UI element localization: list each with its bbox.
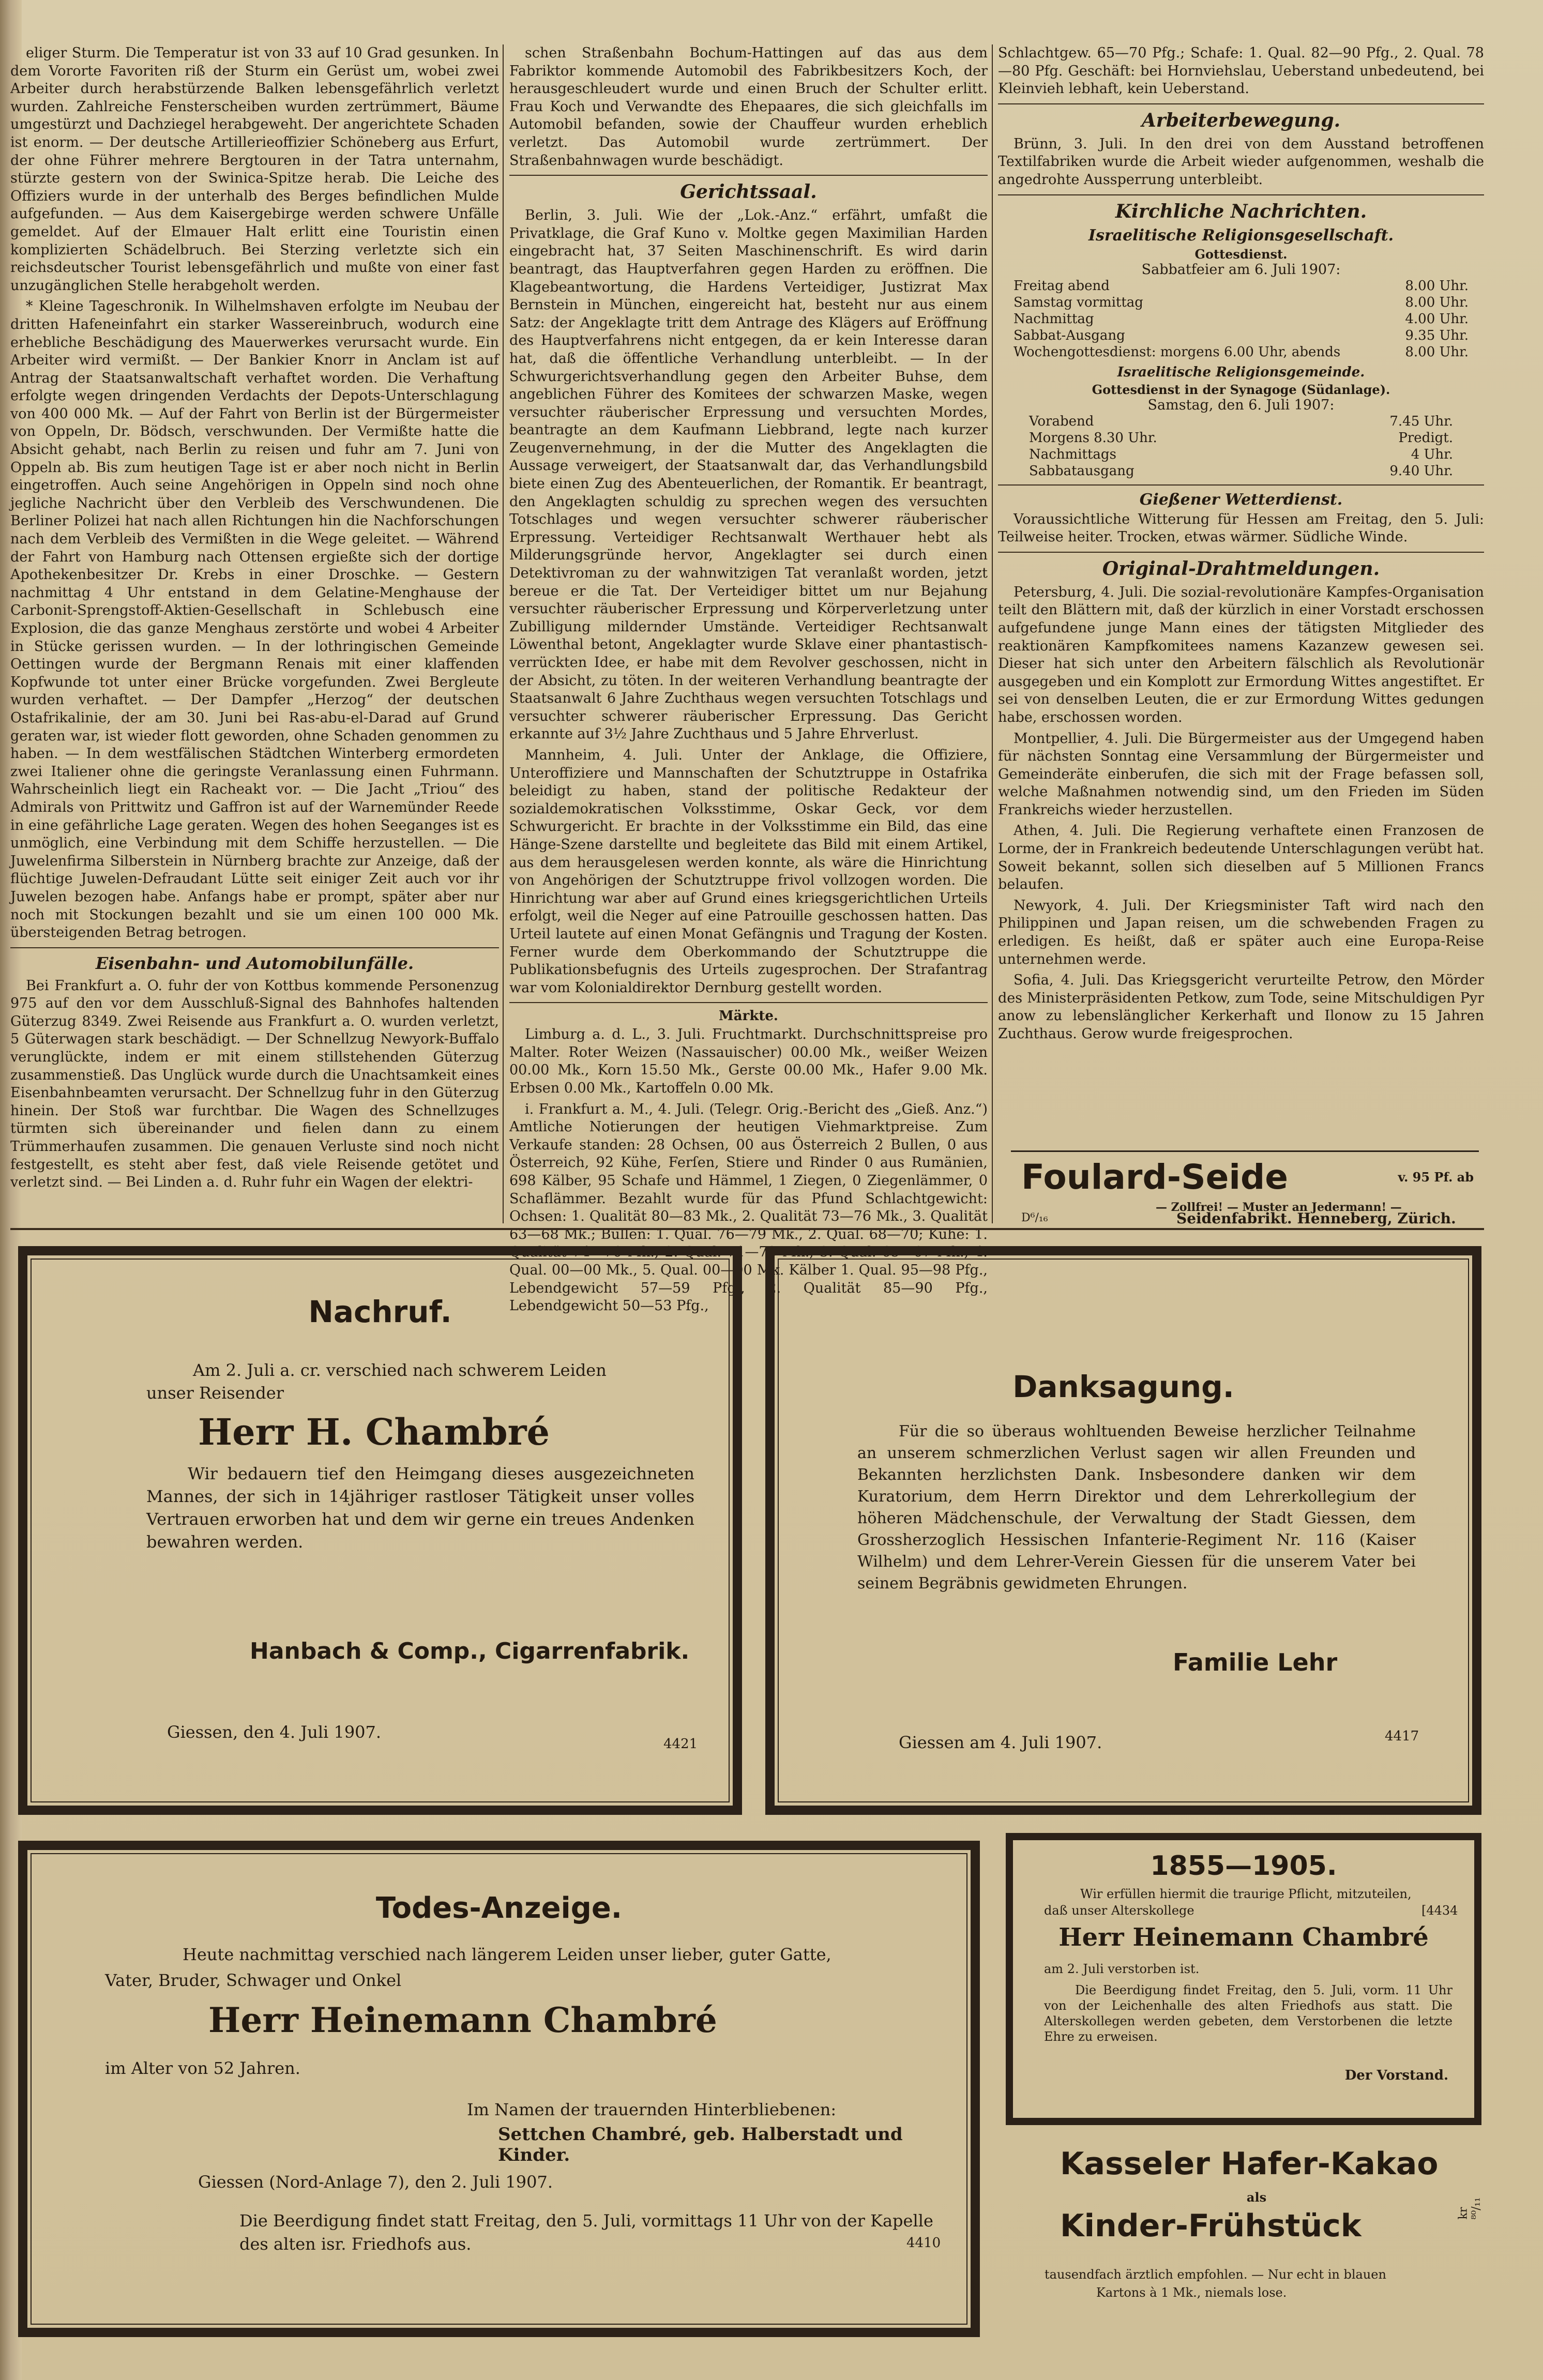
column-divider (503, 44, 504, 1223)
ad-text: Die Beerdigung findet Freitag, den 5. Juli, vorm. 11 Uhr von der Leichenhalle des alten Friedhofs aus statt. Die Alterskollegen werden gebeten, dem Verstorbenen die letzte Ehre zu erweisen. (1044, 1983, 1453, 2044)
ad-title: Foulard-Seide (1021, 1157, 1289, 1197)
ad-place-date: Giessen am 4. Juli 1907. (899, 1733, 1102, 1752)
verein-ad (1006, 1833, 1481, 2125)
section-heading: Kirchliche Nachrichten. (1115, 200, 1367, 222)
news-column-1 (10, 44, 499, 1218)
schedule-row (1029, 413, 1453, 430)
ad-connector: als (1246, 2190, 1267, 2205)
ad-title: Danksagung. (1012, 1369, 1234, 1404)
schedule-time: 9.40 Uhr. (1389, 463, 1453, 479)
ad-code: kr ⁸⁰/₁₁ (1457, 2197, 1483, 2220)
ad-line: daß unser Alterskollege (1044, 1903, 1194, 1918)
ad-place-date: Giessen, den 4. Juli 1907. (167, 1722, 382, 1742)
divider (10, 1228, 1484, 1230)
schedule-row (1013, 344, 1469, 360)
news-paragraph: Montpellier, 4. Juli. Die Bürgermeister aus der Umgegend haben für nächsten Sonntag eine Versammlung der Bürgermeister und Gemeinderäte einberufen, die sich mit der Frage befassen soll, welche Maßnahmen notwendig sind, um den Frieden im Süden Frankreichs wieder herzustellen. (998, 730, 1484, 818)
news-paragraph: eliger Sturm. Die Temperatur ist von 33 auf 10 Grad gesunken. In dem Vororte Favoriten riß der Sturm ein Gerüst um, wobei zwei Arbeiter durch herabstürzende Balken lebensgefährlich verletzt wurden. Zahlreiche Fensterscheiben wurden zertrümmert, Bäume umgestürzt und Dachziegel herabgeweht. Der angerichtete Schaden ist enorm. — Der deutsche Artillerieoffizier Schöneberg aus Erfurt, der ohne Führer mehrere Bergtouren in der Tatra unternahm, stürzte gestern von der Swinica-Spitze herab. Die Leiche des Offiziers wurde in der unterhalb des Berges befindlichen Mulde aufgefunden. — Aus dem Kaisergebirge werden schwere Unfälle gemeldet. Auf der Elmauer Halt erlitt eine Touristin einen komplizierten Schädelbruch. Bei Sterzing verletzte sich ein reichsdeutscher Tourist lebensgefährlich und mußte von einer fast unzugänglichen Stelle herabgeholt werden. (10, 45, 499, 294)
subheading: Israelitische Religionsgemeinde. (1117, 364, 1365, 380)
ad-line: tausendfach ärztlich empfohlen. — Nur echt in blauen (1045, 2267, 1386, 2282)
schedule-time: 8.00 Uhr. (1405, 344, 1469, 360)
schedule-label: Vorabend (1029, 413, 1094, 429)
ad-line: im Alter von 52 Jahren. (105, 2058, 300, 2078)
ad-text: Wir bedauern tief den Heimgang dieses ausgezeichneten Mannes, der sich in 14jähriger rastloser Tätigkeit unser volles Vertrauen erworben hat und dem wir gerne ein treues Andenken bewahren werden. (146, 1464, 694, 1552)
news-paragraph: Athen, 4. Juli. Die Regierung verhaftete einen Franzosen de Lorme, der in Frankreich bedeutende Unterschlagungen verübt hat. Soweit bekannt, sollen sich dieselben auf 5 Millionen Francs belaufen. (998, 823, 1484, 893)
schedule-time: Predigt. (1398, 430, 1453, 446)
news-paragraph: Bei Frankfurt a. O. fuhr der von Kottbus kommende Personenzug 975 auf den vor dem Ausschluß-Signal des Bahnhofes haltenden Güterzug 8349. Zwei Reisende aus Frankfurt a. O. wurden verletzt, 5 Güterwagen stark beschädigt. — Der Schnellzug Newyork-Buffalo verunglückte, indem er mit einem stillstehenden Güterzug zusammenstieß. Das Unglück wurde durch die Unachtsamkeit eines Eisenbahnbeamten verursacht. Der Schnellzug fuhr in den Güterzug hinein. Der Stoß war furchtbar. Die Wagen des Schnellzuges türmten sich übereinander und fielen dann zu einem Trümmerhaufen zusammen. Die genauen Verluste sind noch nicht festgestellt, es steht aber fest, daß viele Reisende getötet und verletzt sind. — Bei Linden a. d. Ruhr fuhr ein Wagen der elektri- (10, 977, 499, 1191)
schedule-label: Freitag abend (1013, 278, 1110, 294)
service-schedule-2 (998, 413, 1484, 479)
news-paragraph: i. Frankfurt a. M., 4. Juli. (Telegr. Orig.-Bericht des „Gieß. Anz.“) Amtliche Notierungen der heutigen Viehmarktpreise. Zum Verkaufe standen: 28 Ochsen, 00 aus Österreich 2 Bullen, 0 aus Österreich, 92 Kühe, Ferſen, Stiere und Rinder 0 aus Rumänien, 698 Kälber, 95 Schafe und Hämmel, 1 Ziegen, 0 Ziegenlämmer, 0 Schaflämmer. Bezahlt wurde für das Pfund Schlachtgewicht: Ochsen: 1. Qualität 80—83 Mk., 2. Qualität 73—76 Mk., 3. Qualität 63—68 Mk.; Bullen: 1. Qual. 76—79 Mk., 2. Qual. 68—70; Kühe: 1. Qualität 74—76 Mk., 2. Qual. 71—73 Mk., 3. Qual. 65—67 Mk., 4. Qual. 00—00 Mk., 5. Qual. 00—00 Mk. Kälber 1. Qual. 95—98 Pfg., Lebendgewicht 57—59 Pfg., 2. Qualität 85—90 Pfg., Lebendgewicht 50—53 Pfg., (509, 1101, 988, 1314)
schedule-label: Wochengottesdienst: morgens 6.00 Uhr, abends (1013, 344, 1341, 360)
schedule-label: Nachmittags (1029, 446, 1116, 462)
ad-signature: Hanbach & Comp., Cigarrenfabrik. (250, 1638, 690, 1664)
ad-code: D⁶/₁₆ (1021, 1211, 1048, 1224)
divider (509, 1002, 988, 1003)
ad-place-date: Giessen (Nord-Anlage 7), den 2. Juli 1907. (198, 2172, 553, 2192)
news-paragraph: schen Straßenbahn Bochum-Hattingen auf das aus dem Fabriktor kommende Automobil des Fabrikbesitzers Koch, der herausgeschleudert wurde und einen Bruch der Schulter erlitt. Frau Koch und Verwandte des Ehepaares, die sich gleichfalls im Automobil befanden, sowie der Chauffeur wurden erheblich verletzt. Das Automobil wurde zertrümmert. Der Straßenbahnwagen wurde beschädigt. (509, 45, 988, 169)
ad-line: am 2. Juli verstorben ist. (1044, 1962, 1200, 1976)
schedule-row (1029, 463, 1453, 479)
section-heading: Gerichtssaal. (680, 181, 817, 203)
schedule-time: 9.35 Uhr. (1405, 327, 1469, 343)
schedule-time: 4 Uhr. (1411, 446, 1453, 462)
ad-company: Seidenfabrikt. Henneberg, Zürich. (1176, 1210, 1456, 1227)
divider (998, 552, 1484, 553)
ad-title: Kinder-Frühstück (1060, 2208, 1362, 2244)
section-heading: Original-Drahtmeldungen. (1102, 557, 1380, 580)
deceased-name: Herr Heinemann Chambré (1058, 1923, 1429, 1952)
column-divider (992, 44, 993, 1223)
ad-line: — Zollfrei! — Muster an Jedermann! — (1156, 1201, 1402, 1214)
news-paragraph: Schlachtgew. 65—70 Pfg.; Schafe: 1. Qual. 82—90 Pfg., 2. Qual. 78—80 Pfg. Geschäft: bei Hornviehslau, Ueberstand unbedeutend, bei Kleinvieh lebhaft, kein Ueberstand. (998, 45, 1484, 97)
ad-line: Kartons à 1 Mk., niemals lose. (1096, 2285, 1287, 2300)
ad-line: Heute nachmittag verschied nach längerem Leiden unser lieber, guter Gatte, (183, 1945, 831, 1964)
news-paragraph: Newyork, 4. Juli. Der Kriegsminister Taft wird nach den Philippinen und Japan reisen, um die schwebenden Fragen zu erledigen. Es heißt, daß er später auch eine Europa-Reise unternehmen werde. (998, 897, 1484, 967)
schedule-time: 8.00 Uhr. (1405, 294, 1469, 310)
schedule-row (1029, 430, 1453, 446)
news-paragraph: Berlin, 3. Juli. Wie der „Lok.-Anz.“ erfährt, umfaßt die Privatklage, die Graf Kuno v. Moltke gegen Maximilian Harden eingebracht hat, 37 Seiten Maschinenschrift. Es wird darin beantragt, das Hauptverfahren gegen Harden zu eröffnen. Die Klagebeantwortung, die Hardens Verteidiger, Justizrat Max Bernstein in München, eingereicht hat, besteht nur aus einem Satz: der Angeklagte tritt dem Antrage des Klägers auf Eröffnung des Hauptverfahrens nicht entgegen, da er kein Interesse daran hat, daß die öffentliche Verhandlung unterbleibt. — In der Schwurgerichtsverhandlung gegen den Arbeiter Buhse, dem angeblichen Führer des Komitees der schwarzen Maske, wegen versuchter räuberischer Erpressung und versuchten Mordes, beantragte an dem Kaufmann Liebbrand, legte nach kurzer Zeugenvernehmung, in der die Mutter des Angeklagten die Aussage verweigert, der Staatsanwalt dar, das Verhandlungsbild biete einen Zug des Abenteuerlichen, der Romantik. Er beantragt, den Angeklagten schuldig zu sprechen wegen des versuchten Totschlages und wegen versuchter schwerer räuberischer Erpressung. Verteidiger Rechtsanwalt Werthauer hebt als Milderungsgründe hervor, Angeklagter sei durch einen Detektivroman zu der wahnwitzigen Tat veranlaßt worden, jetzt bereue er die Tat. Der Verteidiger bittet um nur Bejahung versuchter räuberischer Erpressung und Körperverletzung unter Zubilligung mildernder Umstände. Verteidiger Rechtsanwalt Löwenthal betont, Angeklagter wurde Sklave einer phantastisch-verrückten Idee, er habe mit dem Revolver geschossen, nicht in der Absicht, zu töten. In der weiteren Verhandlung beantragte der Staatsanwalt 6 Jahre Zuchthaus wegen versuchten Totschlags und versuchter schwerer räuberischer Erpressung. Das Gericht erkannte auf 3½ Jahre Zuchthaus und 5 Jahre Ehrverlust. (509, 207, 988, 742)
ad-title: Todes-Anzeige. (375, 1891, 623, 1925)
service-label: Gottesdienst. (1194, 246, 1288, 262)
schedule-label: Sabbatausgang (1029, 463, 1134, 479)
section-heading: Gießener Wetterdienst. (1139, 490, 1343, 509)
kakao-ad (1029, 2135, 1484, 2353)
news-paragraph: Petersburg, 4. Juli. Die sozial-revolutionäre Kampfes-Organisation teilt den Blättern mit, daß der kürzlich in einer Vorstadt erschossen aufgefundene junge Mann eines der tätigsten Mitglieder des reaktionären Kampfkomitees namens Kazanzew gewesen sei. Dieser hat sich unter den Arbeitern fälschlich als Revolutionär ausgegeben und ein Komplott zur Ermordung Wittes angestiftet. Er sei von denselben Leuten, die er zur Ermordung Wittes gedungen habe, erschossen worden. (998, 584, 1484, 725)
service-date: Sabbatfeier am 6. Juli 1907: (1141, 261, 1341, 278)
ad-price: v. 95 Pf. ab (1398, 1170, 1474, 1185)
schedule-label: Nachmittag (1013, 311, 1094, 327)
ad-signature: Familie Lehr (1173, 1648, 1338, 1676)
schedule-row (1013, 311, 1469, 327)
divider (10, 947, 499, 948)
schedule-row (1013, 294, 1469, 311)
section-heading: Märkte. (719, 1008, 778, 1024)
schedule-label: Morgens 8.30 Uhr. (1029, 430, 1157, 446)
divider (998, 484, 1484, 486)
todesanzeige-ad (18, 1841, 980, 2337)
schedule-label: Samstag vormittag (1013, 294, 1143, 310)
service-schedule-1 (998, 278, 1484, 360)
ad-number: 4421 (663, 1736, 698, 1752)
news-paragraph: Sofia, 4. Juli. Das Kriegsgericht verurteilte Petrow, den Mörder des Ministerpräsidenten Petkow, zum Tode, seine Mitschuldigen Pyr anow zu lebenslänglicher Kerkerhaft und Ilonow zu 15 Jahren Zuchthaus. Gerow wurde freigesprochen. (998, 972, 1484, 1042)
nachruf-ad (18, 1246, 742, 1815)
ad-title: Kasseler Hafer-Kakao (1060, 2146, 1439, 2182)
divider (509, 175, 988, 176)
news-paragraph: Brünn, 3. Juli. In den drei von dem Ausstand betroffenen Textilfabriken wurde die Arbeit wieder aufgenommen, weshalb die angedrohte Aussperrung unterbleibt. (998, 135, 1484, 188)
news-column-2 (509, 44, 988, 1314)
ad-line: Wir erfüllen hiermit die traurige Pflicht, mitzuteilen, (1080, 1887, 1412, 1901)
danksagung-ad (765, 1246, 1481, 1815)
ad-title: 1855—1905. (1150, 1851, 1337, 1882)
ad-number: 4410 (906, 2235, 941, 2251)
section-heading: Eisenbahn- und Automobilunfälle. (95, 953, 414, 973)
ad-line: Im Namen der trauernden Hinterbliebenen: (467, 2100, 837, 2119)
schedule-row (1013, 278, 1469, 294)
ad-number: 4417 (1385, 1729, 1419, 1744)
ad-signature: Der Vorstand. (1344, 2068, 1448, 2083)
ad-line: des alten isr. Friedhofs aus. (239, 2234, 472, 2254)
news-paragraph: * Kleine Tageschronik. In Wilhelmshaven erfolgte im Neubau der dritten Hafeneinfahrt ein starker Wassereinbruch, wodurch eine erhebliche Beschädigung des Mauerwerkes verursacht wurde. Ein Arbeiter wird vermißt. — Der Bankier Knorr in Anclam ist auf Antrag der Staatsanwaltschaft verhaftet worden. Die Verhaftung erfolgte wegen dringenden Verdachts der Depots-Unterschlagung von 400 000 Mk. — Auf der Fahrt von Berlin ist der Bürgermeister von Oppeln, Dr. Bödsch, verschwunden. Der Vermißte hatte die Absicht gehabt, nach Berlin zu reisen und fuhr am 7. Juni von Oppeln ab. Bis zum heutigen Tage ist er aber noch nicht in Berlin eingetroffen. Auch seine Angehörigen in Oppeln sind noch ohne jegliche Nachricht über den Verbleib des Verschwundenen. Die Berliner Polizei hat nach allen Richtungen hin die Nachforschungen nach dem Verbleib des Vermißten in die Wege geleitet. — Während der Fahrt von Hamburg nach Ottensen ergießte sich der dortige Apothekenbesitzer Dr. Krebs in einer Droschke. — Gestern nachmittag 4 Uhr entstand in dem Gelatine-Menghause der Carbonit-Sprengstoff-Aktien-Gesellschaft in Schlebusch eine Explosion, die das ganze Menghaus zerstörte und wobei 4 Arbeiter in Stücke gerissen wurden. — In der lothringischen Gemeinde Oettingen wurde der Bergmann Renais mit einer klaffenden Kopfwunde tot unter einer Brücke vorgefunden. Zwei Bergleute wurden verhaftet. — Der Dampfer „Herzog“ der deutschen Ostafrikalinie, der am 30. Juni bei Ras-abu-el-Darad auf Grund geraten war, ist wieder flott geworden, ohne Schaden genommen zu haben. — In dem westfälischen Städtchen Winterberg ermordeten zwei Italiener ohne die geringste Veranlassung einen Fuhrmann. Wahrscheinlich liegt ein Racheakt vor. — Die Jacht „Triou“ des Admirals von Prittwitz und Gaffron ist auf der Warnemünder Reede in eine gefährliche Lage geraten. Wegen des hohen Seeganges ist es unmöglich, eine Verbindung mit dem Schiffe herzustellen. — Die Juwelenfirma Silberstein in Nürnberg brachte zur Anzeige, daß der flüchtige Juwelen-Defraudant Lütte seit einiger Zeit auch vor ihr Juwelen bezogen habe. Anfangs habe er prompt, später aber nur noch mit Stockungen bezahlt und sie um einen 100 000 Mk. übersteigenden Betrag betrogen. (10, 298, 499, 941)
news-paragraph: Mannheim, 4. Juli. Unter der Anklage, die Offiziere, Unteroffiziere und Mannschaften der Schutztruppe in Ostafrika beleidigt zu haben, stand der politische Redakteur der sozialdemokratischen Volksstimme, Oskar Geck, vor dem Schwurgericht. Er brachte in der Volksstimme ein Bild, das eine Hänge-Szene darstellte und begleitete das Bild mit einem Artikel, aus dem herausgelesen werden konnte, als wäre die Hinrichtung von Angehörigen der Schutztruppe frivol vollzogen worden. Die Hinrichtung war aber auf Grund eines kriegsgerichtlichen Urteils erfolgt, weil die Neger auf eine Patrouille geschossen hatten. Das Urteil lautete auf einen Monat Gefängnis und Tragung der Kosten. Ferner wurde dem Oberkommando der Schutztruppe die Publikationsbefugnis des Urteils zugesprochen. Der Strafantrag war vom Kolonialdirektor Dernburg gestellt worden. (509, 747, 988, 996)
divider (998, 194, 1484, 195)
synagogue-note: Gottesdienst in der Synagoge (Südanlage). (1092, 382, 1390, 397)
schedule-time: 8.00 Uhr. (1405, 278, 1469, 294)
divider (998, 103, 1484, 104)
news-column-3 (998, 44, 1484, 1146)
service-date: Samstag, den 6. Juli 1907: (1147, 397, 1335, 413)
schedule-label: Sabbat-Ausgang (1013, 327, 1125, 343)
schedule-time: 4.00 Uhr. (1405, 311, 1469, 327)
schedule-row (1013, 327, 1469, 344)
subheading: Israelitische Religionsgesellschaft. (1088, 226, 1394, 245)
deceased-name: Herr Heinemann Chambré (208, 2000, 717, 2040)
schedule-row (1029, 446, 1453, 463)
ad-line: Vater, Bruder, Schwager und Onkel (105, 1970, 402, 1990)
foulard-seide-ad (1011, 1150, 1479, 1227)
deceased-name: Herr H. Chambré (198, 1411, 550, 1453)
news-paragraph: Voraussichtliche Witterung für Hessen am Freitag, den 5. Juli: Teilweise heiter. Trocken, etwas wärmer. Südliche Winde. (998, 511, 1484, 545)
ad-line: unser Reisender (146, 1383, 284, 1403)
ad-line: Die Beerdigung findet statt Freitag, den 5. Juli, vormittags 11 Uhr von der Kapelle (239, 2211, 933, 2231)
ad-title: Nachruf. (308, 1294, 452, 1329)
ad-signature: Settchen Chambré, geb. Halberstadt und Kinder. (498, 2124, 903, 2165)
ad-number: [4434 (1421, 1903, 1458, 1918)
section-heading: Arbeiterbewegung. (1141, 109, 1341, 131)
news-paragraph: Limburg a. d. L., 3. Juli. Fruchtmarkt. Durchschnittspreise pro Malter. Roter Weizen (Nassauischer) 00.00 Mk., weißer Weizen 00.00 Mk., Korn 15.50 Mk., Gerste 00.00 Mk., Hafer 9.00 Mk. Erbsen 0.00 Mk., Kartoffeln 0.00 Mk. (509, 1026, 988, 1097)
schedule-time: 7.45 Uhr. (1389, 413, 1453, 429)
ad-line: Am 2. Juli a. cr. verschied nach schwerem Leiden (193, 1360, 607, 1380)
ad-text: Für die so überaus wohltuenden Beweise herzlicher Teilnahme an unserem schmerzlichen Verlust sagen wir allen Freunden und Bekannten herzlichsten Dank. Insbesondere danken wir dem Kuratorium, dem Herrn Direktor und dem Lehrerkollegium der höheren Mädchenschule, der Verwaltung der Stadt Giessen, dem Grossherzoglich Hessischen Infanterie-Regiment Nr. 116 (Kaiser Wilhelm) und dem Lehrer-Verein Giessen für die unserem Vater bei seinem Begräbnis gewidmeten Ehrungen. (857, 1422, 1416, 1593)
